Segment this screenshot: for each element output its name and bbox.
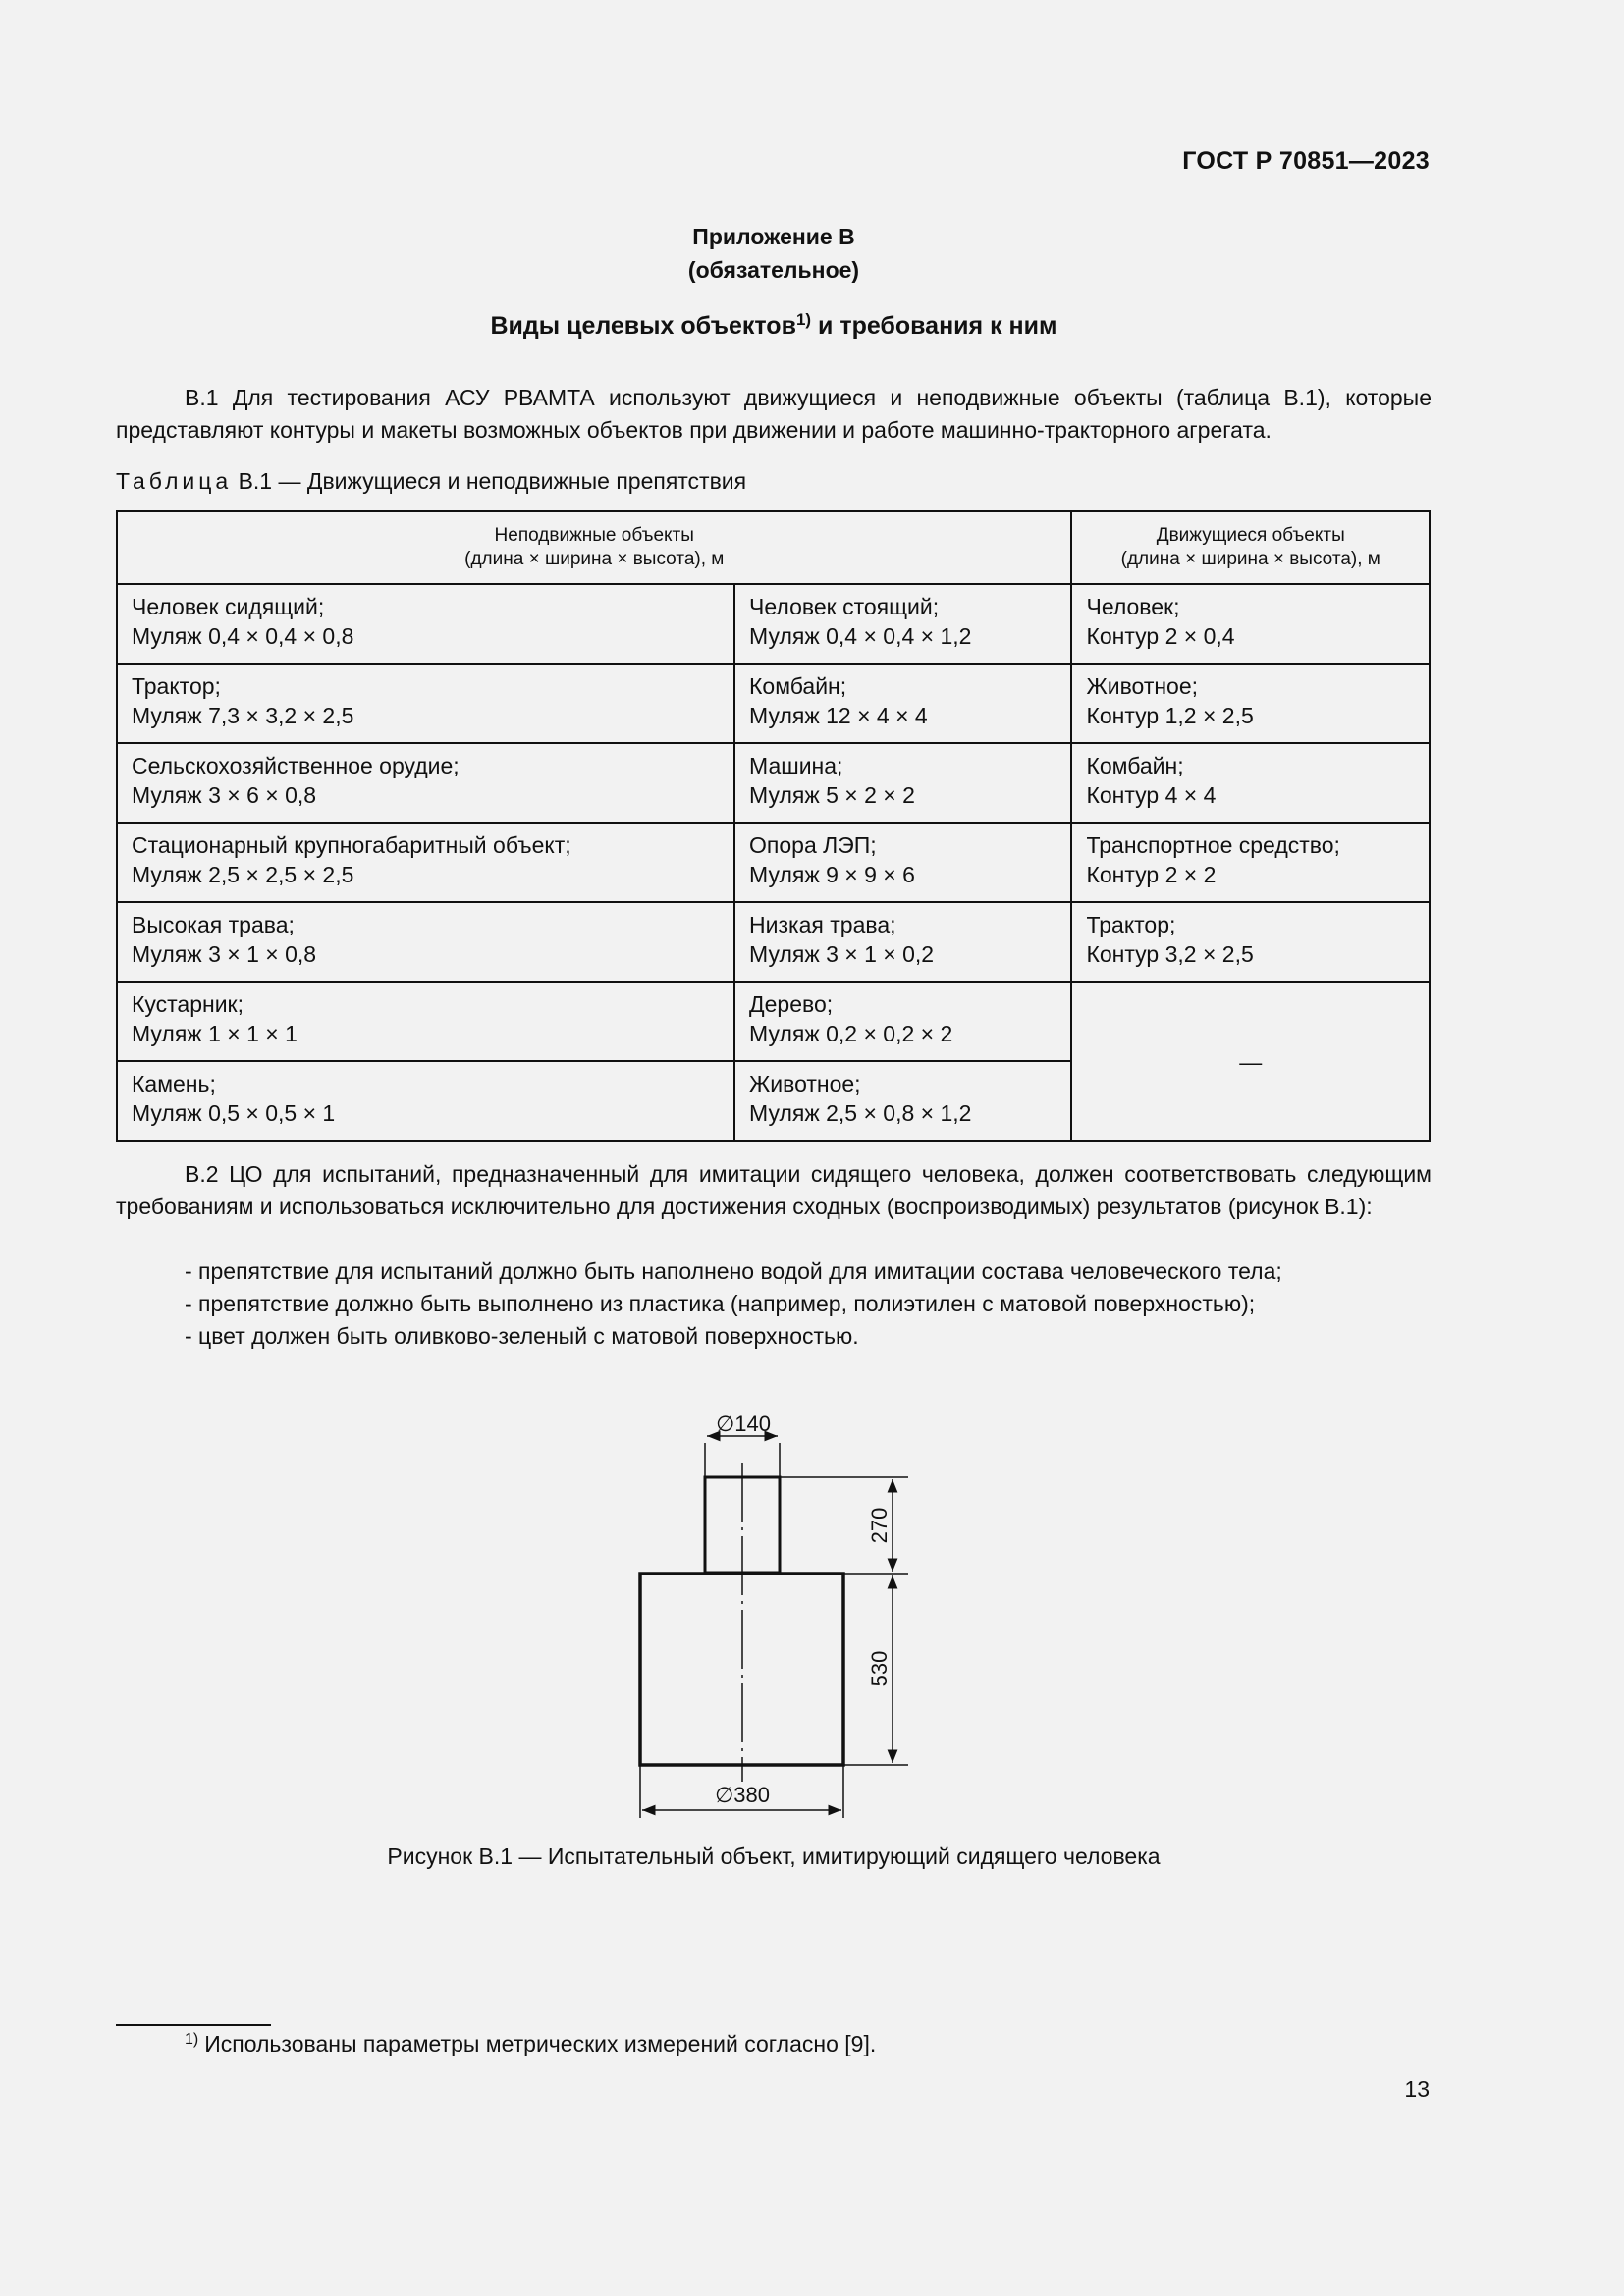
- list-item: - цвет должен быть оливково-зеленый с матовой поверхностью.: [185, 1323, 859, 1349]
- appendix-status: (обязательное): [687, 257, 860, 283]
- table-caption-rest: В.1 — Движущиеся и неподвижные препятствия: [232, 468, 747, 494]
- document-code: ГОСТ Р 70851—2023: [1182, 147, 1430, 175]
- table-cell: Трактор; Контур 3,2 × 2,5: [1071, 902, 1430, 982]
- table-cell: Камень; Муляж 0,5 × 0,5 × 1: [117, 1061, 734, 1141]
- header-moving-line1: Движущиеся объекты: [1156, 525, 1345, 546]
- table-cell: Низкая трава; Муляж 3 × 1 × 0,2: [734, 902, 1071, 982]
- appendix-title: Приложение В: [692, 224, 855, 249]
- table-cell: Стационарный крупногабаритный объект; Муляж 2,5 × 2,5 × 2,5: [117, 823, 734, 902]
- footnote-mark: 1): [185, 2031, 199, 2048]
- dim-top-height-label: 270: [867, 1507, 892, 1544]
- table-cell: Комбайн; Контур 4 × 4: [1071, 743, 1430, 823]
- footnote: [185, 2031, 876, 2057]
- table-cell: Комбайн; Муляж 12 × 4 × 4: [734, 664, 1071, 743]
- table-cell: Человек сидящий; Муляж 0,4 × 0,4 × 0,8: [117, 584, 734, 664]
- figure-caption: Рисунок В.1 — Испытательный объект, имитирующий сидящего человека: [387, 1843, 1161, 1869]
- footnote-text: Использованы параметры метрических измерений согласно [9].: [204, 2031, 877, 2056]
- header-moving-line2: (длина × ширина × высота), м: [1120, 549, 1380, 569]
- paragraph-b1-text: В.1 Для тестирования АСУ РВАМТА используют движущиеся и неподвижные объекты (таблица В.1), которые представляют контуры и макеты возможных объектов при движении и работе машинно-тракторного агрегата.: [116, 385, 1432, 443]
- header-static-line1: Неподвижные объекты: [494, 525, 694, 546]
- table-caption-word: Таблица: [116, 468, 233, 494]
- list-item: - препятствие должно быть выполнено из пластика (например, полиэтилен с матовой поверхностью);: [185, 1291, 1256, 1316]
- footnote-separator: [116, 2024, 271, 2026]
- table-cell: Опора ЛЭП; Муляж 9 × 9 × 6: [734, 823, 1071, 902]
- table-cell: Машина; Муляж 5 × 2 × 2: [734, 743, 1071, 823]
- table-cell: Дерево; Муляж 0,2 × 0,2 × 2: [734, 982, 1071, 1061]
- page-number: 13: [1404, 2076, 1430, 2102]
- table-cell: Кустарник; Муляж 1 × 1 × 1: [117, 982, 734, 1061]
- table-cell: Сельскохозяйственное орудие; Муляж 3 × 6 × 0,8: [117, 743, 734, 823]
- table-cell: Животное; Контур 1,2 × 2,5: [1071, 664, 1430, 743]
- table-cell: Животное; Муляж 2,5 × 0,8 × 1,2: [734, 1061, 1071, 1141]
- section-heading-rest: и требования к ним: [811, 312, 1057, 340]
- section-heading-main: Виды целевых объектов: [490, 312, 796, 340]
- table-cell: Трактор; Муляж 7,3 × 3,2 × 2,5: [117, 664, 734, 743]
- table-cell: Человек стоящий; Муляж 0,4 × 0,4 × 1,2: [734, 584, 1071, 664]
- footnote-reference[interactable]: 1): [795, 310, 812, 329]
- dim-bottom-height-label: 530: [867, 1650, 892, 1687]
- header-static-line2: (длина × ширина × высота), м: [464, 549, 725, 569]
- dim-bottom-diameter-label: ∅380: [715, 1783, 770, 1807]
- list-item: - препятствие для испытаний должно быть наполнено водой для имитации состава человеческого тела;: [185, 1258, 1282, 1284]
- table-cell: Транспортное средство; Контур 2 × 2: [1071, 823, 1430, 902]
- table-cell: Высокая трава; Муляж 3 × 1 × 0,8: [117, 902, 734, 982]
- table-cell: Человек; Контур 2 × 0,4: [1071, 584, 1430, 664]
- dim-top-diameter-label: ∅140: [716, 1412, 771, 1436]
- paragraph-b2-text: В.2 ЦО для испытаний, предназначенный для имитации сидящего человека, должен соответствовать следующим требованиям и использоваться исключительно для достижения сходных (воспроизводимых) результатов (рисунок В.1):: [116, 1161, 1432, 1219]
- table-cell-merged-dash: —: [1071, 982, 1430, 1141]
